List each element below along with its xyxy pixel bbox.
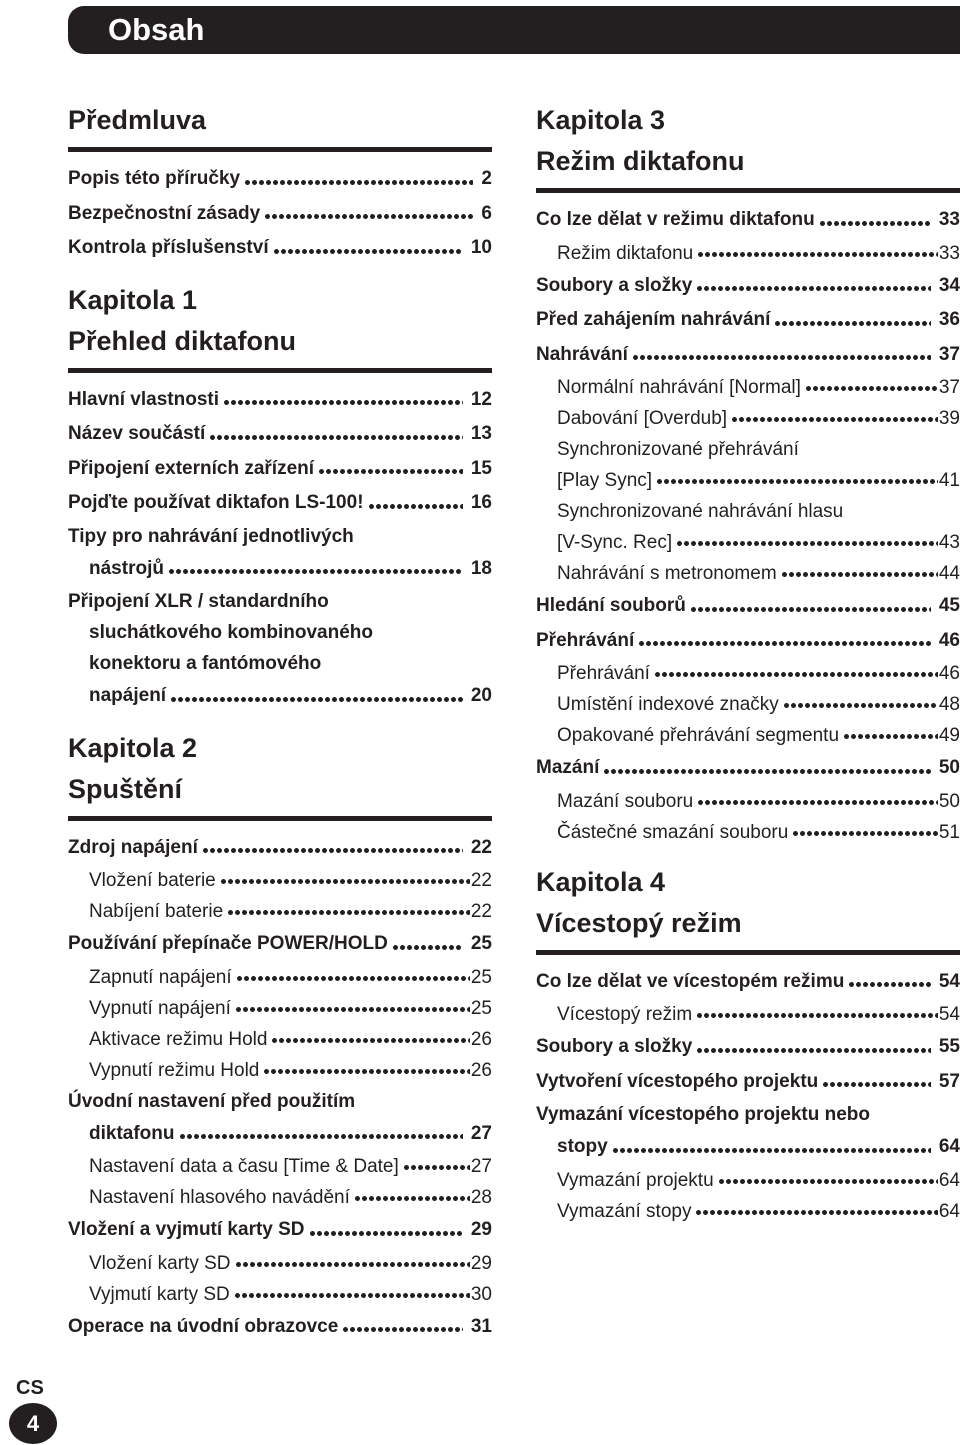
dot-leader [273, 248, 463, 255]
toc-subentry[interactable] [68, 1151, 492, 1182]
toc-entry-page: 37 [938, 377, 960, 398]
toc-entry-page: 29 [470, 1252, 492, 1274]
toc-left-column [68, 100, 492, 1344]
toc-entry-page: 22 [470, 836, 492, 858]
toc-entry-line[interactable]: Tipy pro nahrávání jednotlivých [68, 525, 354, 547]
toc-entry-label: Vložení karty SD [89, 1252, 231, 1274]
toc-entry[interactable] [68, 1117, 492, 1152]
toc-entry-page: 25 [470, 966, 492, 988]
dot-leader [179, 1133, 463, 1140]
toc-entry-page: 6 [481, 202, 492, 224]
dot-leader [696, 285, 931, 292]
toc-entry-label: Normální nahrávání [Normal] [557, 377, 801, 398]
toc-entry[interactable] [68, 1213, 492, 1248]
chapter-title: Přehled diktafonu [68, 325, 297, 356]
toc-entry-label: Co lze dělat ve vícestopém režimu [536, 970, 845, 992]
toc-entry-page: 15 [470, 457, 492, 479]
toc-entry-label: Umístění indexové značky [557, 694, 779, 715]
toc-entry-page: 27 [470, 1122, 492, 1144]
toc-entry-page: 12 [470, 388, 492, 410]
page-title: Obsah [108, 12, 205, 47]
toc-entry-label: [Play Sync] [557, 470, 653, 491]
toc-subentry[interactable] [536, 558, 960, 589]
toc-subentry[interactable] [536, 238, 960, 269]
toc-entry-label: Pojďte používat diktafon LS-100! [68, 492, 364, 513]
toc-subentry[interactable] [68, 1024, 492, 1055]
dot-leader [805, 385, 938, 392]
toc-subentry-line[interactable]: Synchronizované nahrávání hlasu [557, 501, 844, 522]
toc-entry[interactable] [536, 751, 960, 786]
toc-entry[interactable] [68, 927, 492, 962]
dot-leader [697, 251, 938, 258]
dot-leader [368, 503, 463, 510]
toc-entry[interactable] [68, 231, 492, 266]
toc-entry-page: 34 [938, 274, 960, 296]
chapter-title: Režim diktafonu [536, 146, 745, 176]
toc-entry-label: Popis této příručky [68, 168, 241, 189]
toc-entry-label: Mazání [536, 757, 600, 778]
dot-leader [342, 1326, 463, 1333]
toc-entry-page: 44 [938, 563, 960, 584]
dot-leader [392, 944, 463, 951]
toc-entry-label: Před zahájením nahrávání [536, 309, 771, 330]
toc-entry[interactable] [536, 303, 960, 338]
dot-leader [264, 213, 473, 220]
dot-leader [318, 468, 463, 475]
dot-leader [612, 1147, 931, 1154]
toc-entry-label: Aktivace režimu Hold [89, 1028, 268, 1050]
toc-entry-label: Vytvoření vícestopého projektu [536, 1070, 819, 1092]
toc-entry-label: Přehrávání [536, 629, 635, 651]
toc-entry-label: Částečné smazání souboru [557, 821, 789, 843]
toc-subentry[interactable] [68, 962, 492, 993]
toc-entry-line[interactable]: sluchátkového kombinovaného [89, 622, 373, 643]
toc-entry[interactable] [536, 589, 960, 624]
dot-leader [696, 1012, 938, 1019]
toc-subentry[interactable] [536, 658, 960, 689]
dot-leader [235, 1006, 470, 1013]
toc-subentry-line[interactable]: Synchronizované přehrávání [557, 439, 799, 460]
toc-entry[interactable] [536, 1030, 960, 1065]
toc-entry-label: Používání přepínače POWER/HOLD [68, 933, 388, 954]
toc-entry[interactable] [68, 1310, 492, 1345]
contents-header-banner [68, 6, 960, 54]
toc-entry-label: Připojení externích zařízení [68, 457, 315, 479]
dot-leader [632, 354, 931, 361]
toc-entry-label: Nastavení data a času [Time & Date] [89, 1156, 399, 1177]
toc-entry-label: Operace na úvodní obrazovce [68, 1315, 339, 1337]
toc-subentry[interactable] [68, 1248, 492, 1279]
chapter-heading-3 [536, 100, 960, 193]
toc-entry-page: 64 [938, 1169, 960, 1191]
toc-entry-page: 16 [470, 492, 492, 513]
page-number-badge: 4 [9, 1403, 57, 1444]
toc-entry-page: 25 [470, 997, 492, 1019]
chapter-heading-foreword [68, 100, 492, 152]
toc-entry-page: 22 [470, 870, 492, 891]
toc-subentry[interactable] [536, 1196, 960, 1227]
dot-leader [781, 571, 938, 578]
dot-leader [271, 1037, 469, 1044]
toc-entry-label: Opakované přehrávání segmentu [557, 725, 840, 746]
toc-entry[interactable] [536, 965, 960, 1000]
dot-leader [695, 1209, 937, 1216]
toc-entry[interactable] [68, 417, 492, 452]
toc-entry-page: 36 [938, 309, 960, 330]
toc-entry[interactable] [68, 162, 492, 197]
toc-entry-page: 50 [938, 757, 960, 778]
toc-entry-label: Vložení a vyjmutí karty SD [68, 1219, 305, 1240]
toc-entry-label: nástrojů [89, 557, 164, 579]
dot-leader [309, 1230, 463, 1237]
toc-entry-page: 41 [938, 470, 960, 491]
chapter-number: Kapitola 2 [68, 732, 198, 763]
dot-leader [220, 878, 470, 885]
dot-leader [731, 416, 938, 423]
dot-leader [236, 975, 470, 982]
toc-entry-page: 33 [938, 209, 960, 230]
toc-entry-page: 57 [938, 1070, 960, 1092]
dot-leader [202, 847, 463, 854]
toc-entry-label: Přehrávání [557, 663, 650, 684]
toc-entry-page: 25 [470, 933, 492, 954]
dot-leader [354, 1195, 470, 1202]
toc-entry-page: 50 [938, 790, 960, 812]
toc-entry-line[interactable]: Úvodní nastavení před použitím [68, 1090, 356, 1112]
dot-leader [676, 540, 938, 547]
toc-subentry[interactable] [536, 1165, 960, 1196]
dot-leader [603, 768, 931, 775]
toc-entry-label: Dabování [Overdub] [557, 408, 728, 429]
dot-leader [170, 696, 463, 703]
toc-entry-label: napájení [89, 685, 167, 706]
dot-leader [822, 1081, 931, 1088]
dot-leader [209, 434, 463, 441]
chapter-heading-1 [68, 280, 492, 373]
toc-entry[interactable] [536, 269, 960, 304]
toc-entry-label: Vypnutí režimu Hold [89, 1059, 260, 1081]
toc-entry-page: 51 [938, 821, 960, 843]
toc-entry[interactable] [536, 1065, 960, 1100]
dot-leader [696, 1047, 931, 1054]
toc-entry-page: 46 [938, 663, 960, 684]
dot-leader [656, 478, 938, 485]
toc-entry-label: Soubory a složky [536, 1036, 693, 1057]
toc-entry-label: Nastavení hlasového navádění [89, 1187, 350, 1208]
dot-leader [223, 399, 463, 406]
toc-entry-page: 20 [470, 685, 492, 706]
toc-entry-page: 49 [938, 725, 960, 746]
toc-entry[interactable] [536, 624, 960, 659]
toc-entry-page: 26 [470, 1059, 492, 1081]
toc-entry-page: 64 [938, 1136, 960, 1157]
dot-leader [819, 220, 931, 227]
toc-entry-page: 37 [938, 343, 960, 365]
toc-entry-label: Režim diktafonu [557, 242, 694, 264]
dot-leader [244, 179, 473, 186]
toc-entry-page: 2 [481, 168, 492, 189]
toc-subentry[interactable] [68, 1055, 492, 1086]
toc-entry[interactable] [536, 1130, 960, 1165]
toc-entry-page: 29 [470, 1219, 492, 1240]
dot-leader [697, 799, 938, 806]
dot-leader [843, 733, 938, 740]
toc-subentry[interactable] [536, 372, 960, 403]
toc-entry-line[interactable]: Připojení XLR / standardního [68, 591, 329, 612]
dot-leader [263, 1068, 469, 1075]
toc-entry[interactable] [68, 452, 492, 487]
chapter-title: Spuštění [68, 773, 183, 804]
toc-entry-label: diktafonu [89, 1122, 175, 1144]
toc-entry-label: Kontrola příslušenství [68, 237, 269, 258]
toc-entry-page: 22 [470, 901, 492, 922]
toc-entry[interactable] [68, 679, 492, 714]
toc-entry-label: Vyjmutí karty SD [89, 1283, 230, 1305]
toc-entry-page: 46 [938, 629, 960, 651]
dot-leader [227, 909, 470, 916]
toc-entry-page: 45 [938, 595, 960, 616]
toc-right-column [536, 100, 960, 1227]
dot-leader [235, 1261, 470, 1268]
toc-entry[interactable] [68, 197, 492, 232]
toc-entry[interactable] [536, 338, 960, 373]
toc-entry-page: 26 [470, 1028, 492, 1050]
toc-entry-page: 33 [938, 242, 960, 264]
toc-entry-label: Bezpečnostní zásady [68, 202, 261, 224]
dot-leader [783, 702, 938, 709]
toc-entry-page: 27 [470, 1156, 492, 1177]
dot-leader [774, 320, 930, 327]
toc-entry-label: Soubory a složky [536, 274, 693, 296]
dot-leader [638, 640, 931, 647]
toc-entry-line[interactable]: Vymazání vícestopého projektu nebo [536, 1104, 870, 1125]
toc-entry-page: 10 [470, 237, 492, 258]
language-code: CS [16, 1377, 44, 1399]
toc-subentry[interactable] [68, 896, 492, 927]
toc-entry-page: 31 [470, 1315, 492, 1337]
toc-subentry[interactable] [536, 527, 960, 558]
toc-entry-label: Zapnutí napájení [89, 966, 232, 988]
toc-entry-label: [V-Sync. Rec] [557, 532, 673, 553]
toc-subentry[interactable] [68, 1182, 492, 1213]
toc-entry-label: Nahrávání [536, 343, 628, 365]
toc-entry-page: 13 [470, 423, 492, 444]
toc-entry-label: Vymazání projektu [557, 1169, 714, 1191]
toc-entry-page: 48 [938, 694, 960, 715]
toc-subentry[interactable] [536, 689, 960, 720]
toc-entry-line[interactable]: konektoru a fantómového [89, 653, 322, 674]
toc-entry[interactable] [68, 552, 492, 587]
toc-subentry[interactable] [536, 720, 960, 751]
dot-leader [848, 981, 931, 988]
toc-entry-page: 28 [470, 1187, 492, 1208]
toc-entry-label: Co lze dělat v režimu diktafonu [536, 209, 815, 230]
toc-entry-page: 64 [938, 1200, 960, 1222]
toc-entry-page: 54 [938, 970, 960, 992]
chapter-title: Vícestopý režim [536, 907, 742, 938]
toc-entry-page: 18 [470, 557, 492, 579]
toc-entry[interactable] [68, 831, 492, 866]
toc-entry-label: Vícestopý režim [557, 1004, 693, 1025]
toc-entry[interactable] [68, 383, 492, 418]
toc-subentry[interactable] [536, 786, 960, 817]
dot-leader [654, 671, 938, 678]
dot-leader [718, 1178, 938, 1185]
chapter-number: Kapitola 4 [536, 866, 666, 897]
toc-subentry[interactable] [536, 465, 960, 496]
dot-leader [403, 1164, 470, 1171]
toc-entry-label: Nabíjení baterie [89, 901, 224, 922]
toc-entry-page: 43 [938, 532, 960, 553]
dot-leader [168, 568, 463, 575]
chapter-number: Kapitola 1 [68, 284, 198, 315]
toc-subentry[interactable] [68, 993, 492, 1024]
toc-subentry[interactable] [536, 999, 960, 1030]
toc-entry-label: Zdroj napájení [68, 836, 198, 858]
toc-entry-label: Nahrávání s metronomem [557, 563, 777, 584]
dot-leader [792, 830, 938, 837]
toc-subentry[interactable] [68, 1279, 492, 1310]
toc-entry-label: Vložení baterie [89, 870, 216, 891]
toc-entry-label: Vymazání stopy [557, 1200, 692, 1222]
toc-entry-page: 39 [938, 408, 960, 429]
toc-entry-label: Vypnutí napájení [89, 997, 231, 1019]
toc-entry-label: Hledání souborů [536, 595, 686, 616]
chapter-heading-4 [536, 862, 960, 955]
toc-subentry[interactable] [536, 403, 960, 434]
toc-entry-page: 30 [470, 1283, 492, 1305]
toc-entry-label: Název součástí [68, 423, 206, 444]
toc-subentry[interactable] [536, 817, 960, 848]
chapter-heading-2 [68, 728, 492, 821]
toc-subentry[interactable] [68, 865, 492, 896]
chapter-title: Předmluva [68, 105, 207, 135]
toc-entry-page: 54 [938, 1004, 960, 1025]
toc-entry[interactable] [536, 203, 960, 238]
dot-leader [690, 606, 931, 613]
toc-entry[interactable] [68, 486, 492, 521]
toc-entry-label: Hlavní vlastnosti [68, 388, 219, 410]
dot-leader [234, 1292, 470, 1299]
chapter-number: Kapitola 3 [536, 105, 666, 135]
toc-entry-label: Mazání souboru [557, 790, 694, 812]
toc-entry-label: stopy [557, 1136, 608, 1157]
toc-entry-page: 55 [938, 1036, 960, 1057]
